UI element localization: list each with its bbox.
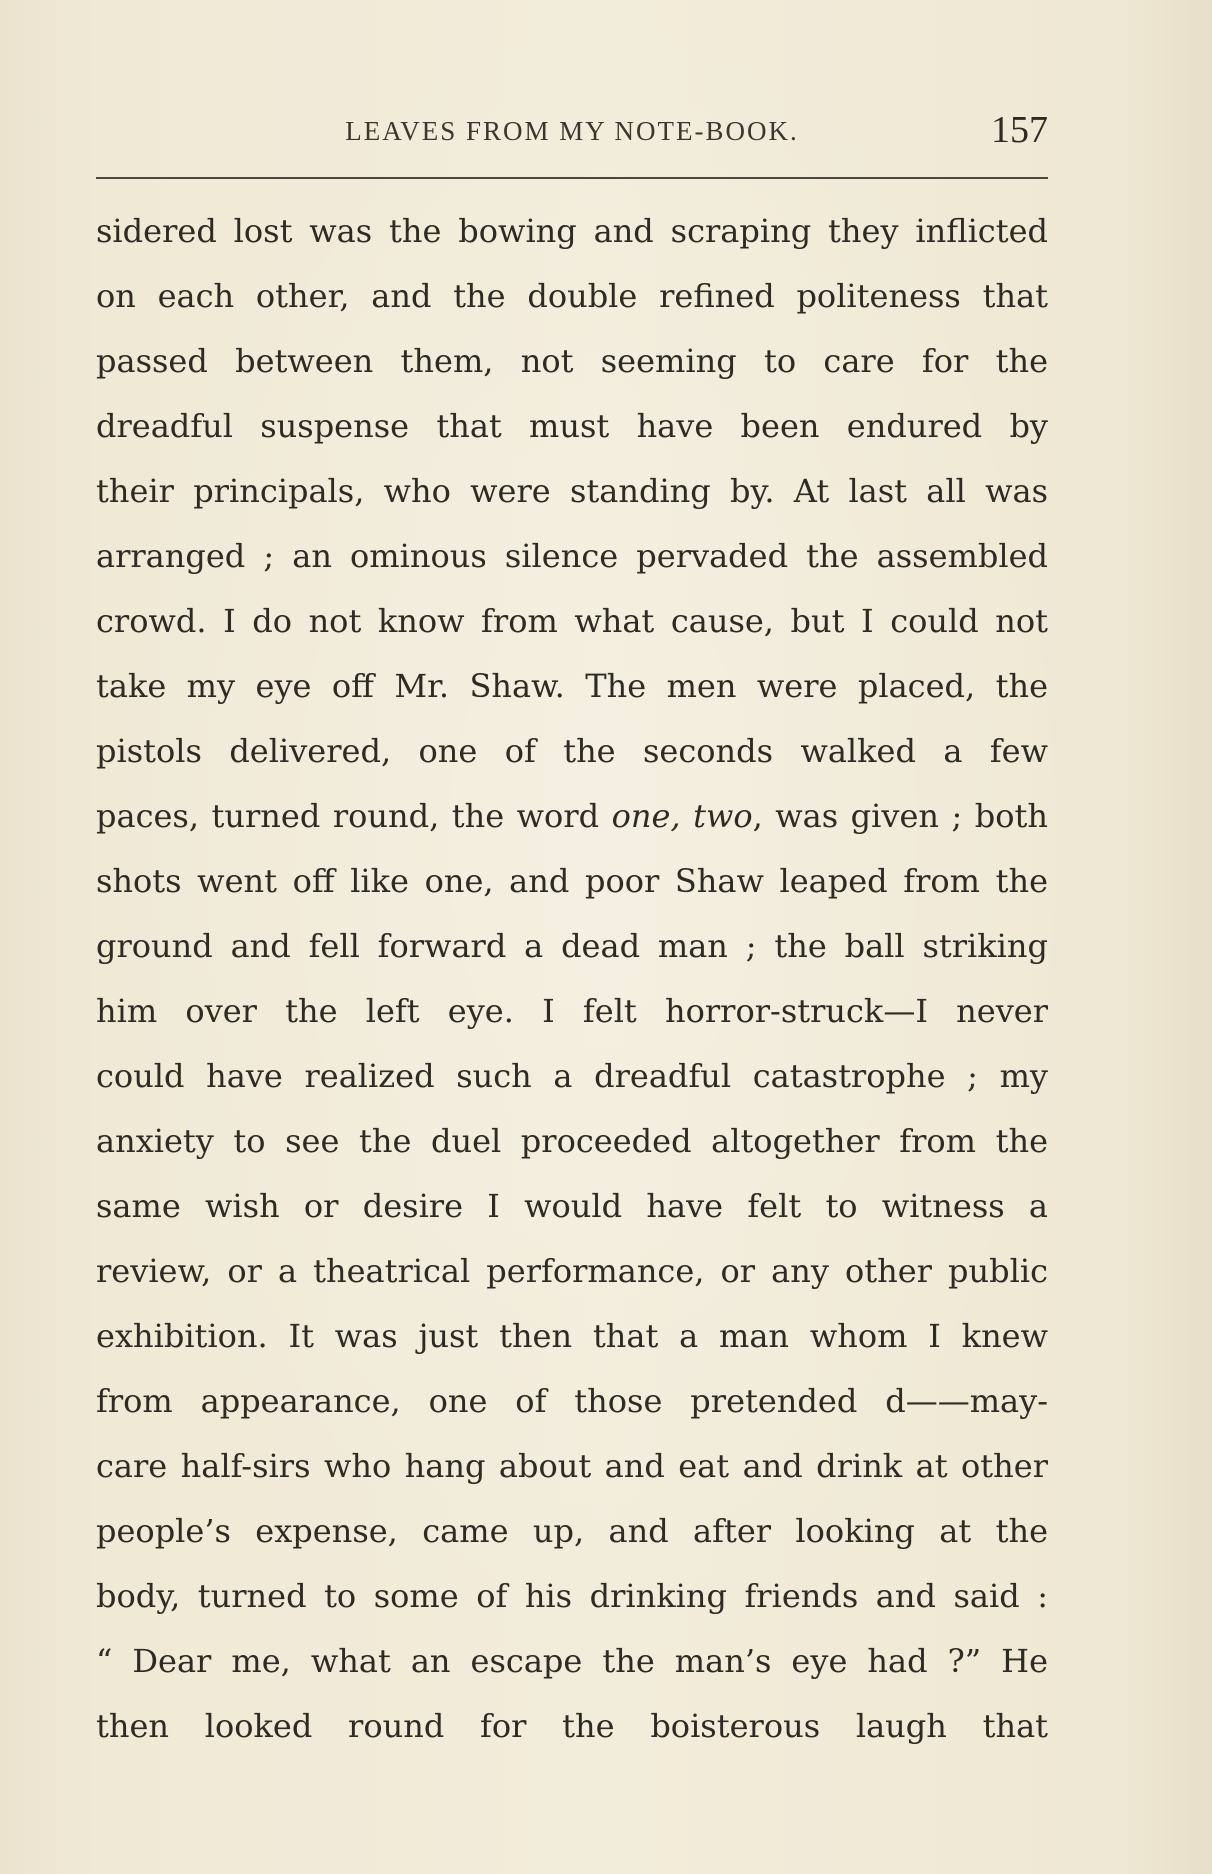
text-line: could have realized such a dreadful catastrophe ; my: [96, 1057, 1048, 1095]
text-line: on each other, and the double refined politeness that: [96, 277, 1048, 315]
text-line: ground and fell forward a dead man ; the ball striking: [96, 927, 1048, 965]
header-rule: [96, 177, 1048, 179]
running-head: [96, 108, 1048, 160]
text-line: from appearance, one of those pretended d——may-: [96, 1382, 1048, 1420]
text-line: their principals, who were standing by. At last all was: [96, 472, 1048, 510]
text-line: him over the left eye. I felt horror-struck—I never: [96, 992, 1048, 1030]
text-line: pistols delivered, one of the seconds walked a few: [96, 732, 1048, 770]
text-line: shots went off like one, and poor Shaw leaped from the: [96, 862, 1048, 900]
text-line: passed between them, not seeming to care for the: [96, 342, 1048, 380]
text-line: crowd. I do not know from what cause, but I could not: [96, 602, 1048, 640]
text-line: care half-sirs who hang about and eat and drink at other: [96, 1447, 1048, 1485]
text-line: anxiety to see the duel proceeded altogether from the: [96, 1122, 1048, 1160]
text-line: “ Dear me, what an escape the man’s eye had ?” He: [96, 1642, 1048, 1680]
page-number: 157: [991, 109, 1048, 151]
text-line: review, or a theatrical performance, or any other public: [96, 1252, 1048, 1290]
text-line: same wish or desire I would have felt to witness a: [96, 1187, 1048, 1225]
running-title: LEAVES FROM MY NOTE-BOOK.: [345, 116, 799, 146]
text-line: exhibition. It was just then that a man whom I knew: [96, 1317, 1048, 1355]
text-line: dreadful suspense that must have been endured by: [96, 407, 1048, 445]
text-line: sidered lost was the bowing and scraping they inflicted: [96, 212, 1048, 250]
text-line: body, turned to some of his drinking friends and said :: [96, 1577, 1048, 1615]
text-line: then looked round for the boisterous laugh that: [96, 1707, 1048, 1745]
text-line: paces, turned round, the word one, two, was given ; both: [96, 797, 1048, 835]
body-text: [96, 199, 1048, 1745]
text-line: arranged ; an ominous silence pervaded the assembled: [96, 537, 1048, 575]
text-line: take my eye off Mr. Shaw. The men were placed, the: [96, 667, 1048, 705]
italic-phrase: one, two: [611, 797, 753, 835]
text-line: people’s expense, came up, and after looking at the: [96, 1512, 1048, 1550]
